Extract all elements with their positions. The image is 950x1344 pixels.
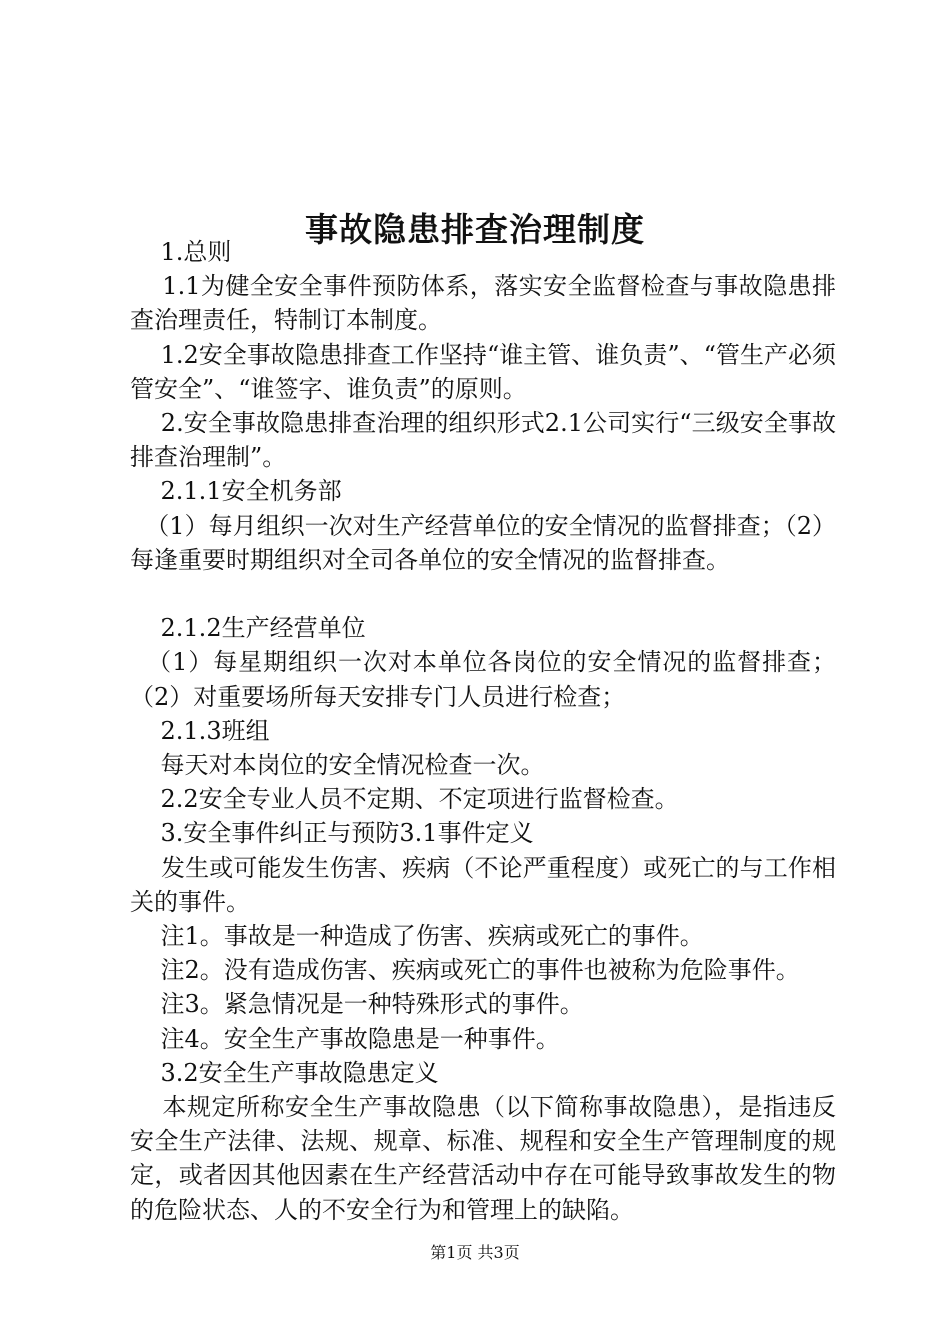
paragraph: 3.安全事件纠正与预防3.1事件定义 [130,819,534,848]
blank-line [130,577,836,611]
paragraph: （1）每星期组织一次对本单位各岗位的安全情况的监督排查；（2）对重要场所每天安排专门人员进行检查； [130,648,836,711]
paragraph: 2.安全事故隐患排查治理的组织形式2.1公司实行“三级安全事故排查治理制”。 [130,409,836,472]
paragraph: 本规定所称安全生产事故隐患（以下简称事故隐患），是指违反安全生产法律、法规、规章、标准、规程和安全生产管理制度的规定，或者因其他因素在生产经营活动中存在可能导致事故发生的物的危险状态、人的不安全行为和管理上的缺陷。 [130,1093,836,1224]
document-title: 事故隐患排查治理制度 [305,210,645,250]
paragraph: （1）每月组织一次对生产经营单位的安全情况的监督排查；（2）每逢重要时期组织对全司各单位的安全情况的监督排查。 [130,511,836,574]
paragraph: 注3。紧急情况是一种特殊形式的事件。 [130,990,584,1019]
page-footer: 第1页 共3页 [430,1243,520,1262]
paragraph: 1.2安全事故隐患排查工作坚持“谁主管、谁负责”、“管生产必须管安全”、“谁签字、谁负责”的原则。 [130,340,836,403]
paragraph: 2.1.1安全机务部 [130,477,342,506]
paragraph: 1.1为健全安全事件预防体系，落实安全监督检查与事故隐患排查治理责任，特制订本制度。 [130,272,837,335]
paragraph: 3.2安全生产事故隐患定义 [130,1058,439,1087]
paragraph: 注4。安全生产事故隐患是一种事件。 [130,1024,560,1053]
paragraph: 发生或可能发生伤害、疾病（不论严重程度）或死亡的与工作相关的事件。 [130,853,837,916]
paragraph: 1.总则 [130,238,232,266]
document-body [130,235,836,1227]
paragraph: 2.1.3班组 [130,716,270,745]
paragraph: 每天对本岗位的安全情况检查一次。 [130,751,545,780]
paragraph: 2.1.2生产经营单位 [130,614,366,643]
paragraph: 2.2安全专业人员不定期、不定项进行监督检查。 [130,785,679,814]
paragraph: 注1。事故是一种造成了伤害、疾病或死亡的事件。 [130,922,704,951]
paragraph: 注2。没有造成伤害、疾病或死亡的事件也被称为危险事件。 [130,956,800,985]
